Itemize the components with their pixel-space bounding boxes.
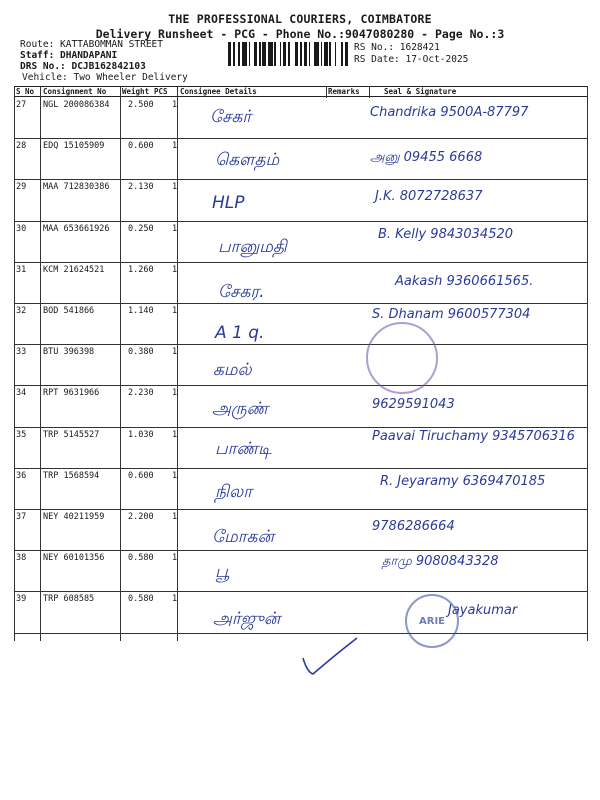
consignee-handwritten-name: பானுமதி	[218, 236, 287, 257]
row-consignment: KCM 21624521	[43, 264, 105, 275]
row-pcs: 1	[172, 512, 178, 522]
col-consignee: Consignee Details	[180, 87, 257, 96]
runsheet-title: Delivery Runsheet - PCG - Phone No.:9047080280 - Page No.:3	[95, 27, 505, 41]
consignee-handwritten-name: HLP	[212, 193, 245, 214]
col-remarks: Remarks	[328, 87, 360, 96]
row-weight: 1.030	[128, 429, 154, 440]
consignee-handwritten-name: அருண்	[212, 399, 269, 420]
row-pcs: 1	[172, 347, 178, 358]
row-sno: 32	[16, 306, 27, 316]
barcode	[228, 42, 350, 66]
receiver-signature: Jayakumar	[448, 603, 518, 619]
row-pcs: 1	[172, 388, 178, 399]
row-sno: 37	[16, 512, 27, 522]
row-pcs: 1	[172, 553, 178, 564]
row-sno: 30	[16, 223, 27, 234]
receiver-signature: S. Dhanam 9600577304	[372, 307, 531, 322]
receiver-signature: J.K. 8072728637	[375, 189, 483, 205]
consignee-handwritten-name: சேகர்	[210, 107, 252, 127]
row-pcs: 1	[172, 100, 178, 110]
col-sno: S No	[16, 87, 35, 96]
consignee-handwritten-name: மோகன்	[212, 527, 274, 547]
row-consignment: NGL 200086384	[43, 100, 110, 110]
company-name: THE PROFESSIONAL COURIERS, COIMBATORE	[168, 12, 432, 26]
row-pcs: 1	[172, 182, 178, 193]
receiver-signature: தாமு 9080843328	[382, 554, 499, 570]
row-sno: 29	[16, 182, 27, 193]
row-sno: 35	[16, 429, 27, 440]
delivery-table	[14, 86, 588, 641]
row-weight: 2.130	[128, 182, 154, 193]
receiver-signature: Paavai Tiruchamy 9345706316	[372, 428, 575, 444]
row-consignment: MAA 712830386	[43, 182, 110, 193]
consignee-handwritten-name: சேகர.	[218, 281, 265, 302]
row-consignment: NEY 40211959	[43, 512, 105, 522]
row-consignment: TRP 5145527	[43, 429, 100, 440]
row-weight: 0.600	[128, 141, 154, 152]
delivery-stamp-a	[366, 322, 438, 394]
consignee-handwritten-name: பூ	[215, 562, 230, 583]
row-sno: 36	[16, 470, 27, 481]
receiver-signature: 9629591043	[372, 397, 455, 413]
row-weight: 1.140	[128, 306, 154, 316]
row-pcs: 1	[172, 223, 178, 234]
col-consignment: Consignment No	[43, 87, 107, 96]
row-weight: 2.200	[128, 512, 154, 522]
col-seal: Seal & Signature	[384, 87, 457, 96]
row-consignment: MAA 653661926	[43, 223, 110, 234]
row-weight: 2.500	[128, 100, 154, 110]
route-label: Route: KATTABOMMAN STREET	[20, 39, 163, 50]
row-consignment: EDQ 15105909	[43, 141, 105, 152]
receiver-signature: அனு 09455 6668	[370, 150, 483, 166]
vehicle-label: Vehicle: Two Wheeler Delivery	[22, 72, 188, 83]
pen-mark	[295, 630, 375, 680]
receiver-signature: R. Jeyaramy 6369470185	[380, 473, 546, 489]
row-consignment: TRP 1568594	[43, 470, 100, 481]
row-consignment: RPT 9631966	[43, 388, 100, 399]
consignee-handwritten-name: பாண்டி	[215, 438, 272, 459]
row-sno: 34	[16, 388, 27, 399]
receiver-signature: 9786286664	[372, 519, 455, 534]
consignee-handwritten-name: கௌதம்	[215, 150, 280, 171]
row-pcs: 1	[172, 429, 178, 440]
rs-number: RS No.: 1628421	[354, 42, 440, 53]
row-weight: 2.230	[128, 388, 154, 399]
row-pcs: 1	[172, 141, 178, 152]
row-weight: 0.250	[128, 223, 154, 234]
staff-label: Staff: DHANDAPANI	[20, 50, 118, 61]
row-consignment: BOD 541866	[43, 306, 95, 316]
row-consignment: BTU 396398	[43, 347, 95, 358]
row-consignment: NEY 60101356	[43, 553, 105, 564]
row-sno: 27	[16, 100, 27, 110]
col-weight: Weight	[122, 87, 150, 96]
row-sno: 39	[16, 594, 27, 605]
consignee-handwritten-name: அர்ஜுன்	[213, 609, 281, 630]
receiver-signature: Aakash 9360661565.	[395, 273, 534, 289]
row-weight: 0.380	[128, 347, 154, 358]
consignee-handwritten-name: கமல்	[213, 360, 252, 381]
receiver-signature: Chandrika 9500A-87797	[370, 105, 529, 120]
row-weight: 0.580	[128, 553, 154, 564]
consignee-handwritten-name: நிலா	[215, 481, 253, 502]
row-pcs: 1	[172, 470, 178, 481]
row-weight: 0.580	[128, 594, 154, 605]
consignee-handwritten-name: A 1 q.	[215, 323, 265, 343]
row-pcs: 1	[172, 306, 178, 316]
delivery-stamp-b: ARIE	[405, 594, 459, 648]
row-sno: 28	[16, 141, 27, 152]
rs-date: RS Date: 17-Oct-2025	[354, 54, 469, 65]
drs-number: DRS No.: DCJB162842103	[20, 61, 146, 72]
row-weight: 0.600	[128, 470, 154, 481]
row-weight: 1.260	[128, 264, 154, 275]
row-sno: 31	[16, 264, 27, 275]
col-pcs: PCS	[154, 87, 168, 96]
row-sno: 33	[16, 347, 27, 358]
row-pcs: 1	[172, 594, 178, 605]
row-pcs: 1	[172, 264, 178, 275]
row-consignment: TRP 608585	[43, 594, 95, 605]
receiver-signature: B. Kelly 9843034520	[378, 226, 514, 242]
row-sno: 38	[16, 553, 27, 564]
